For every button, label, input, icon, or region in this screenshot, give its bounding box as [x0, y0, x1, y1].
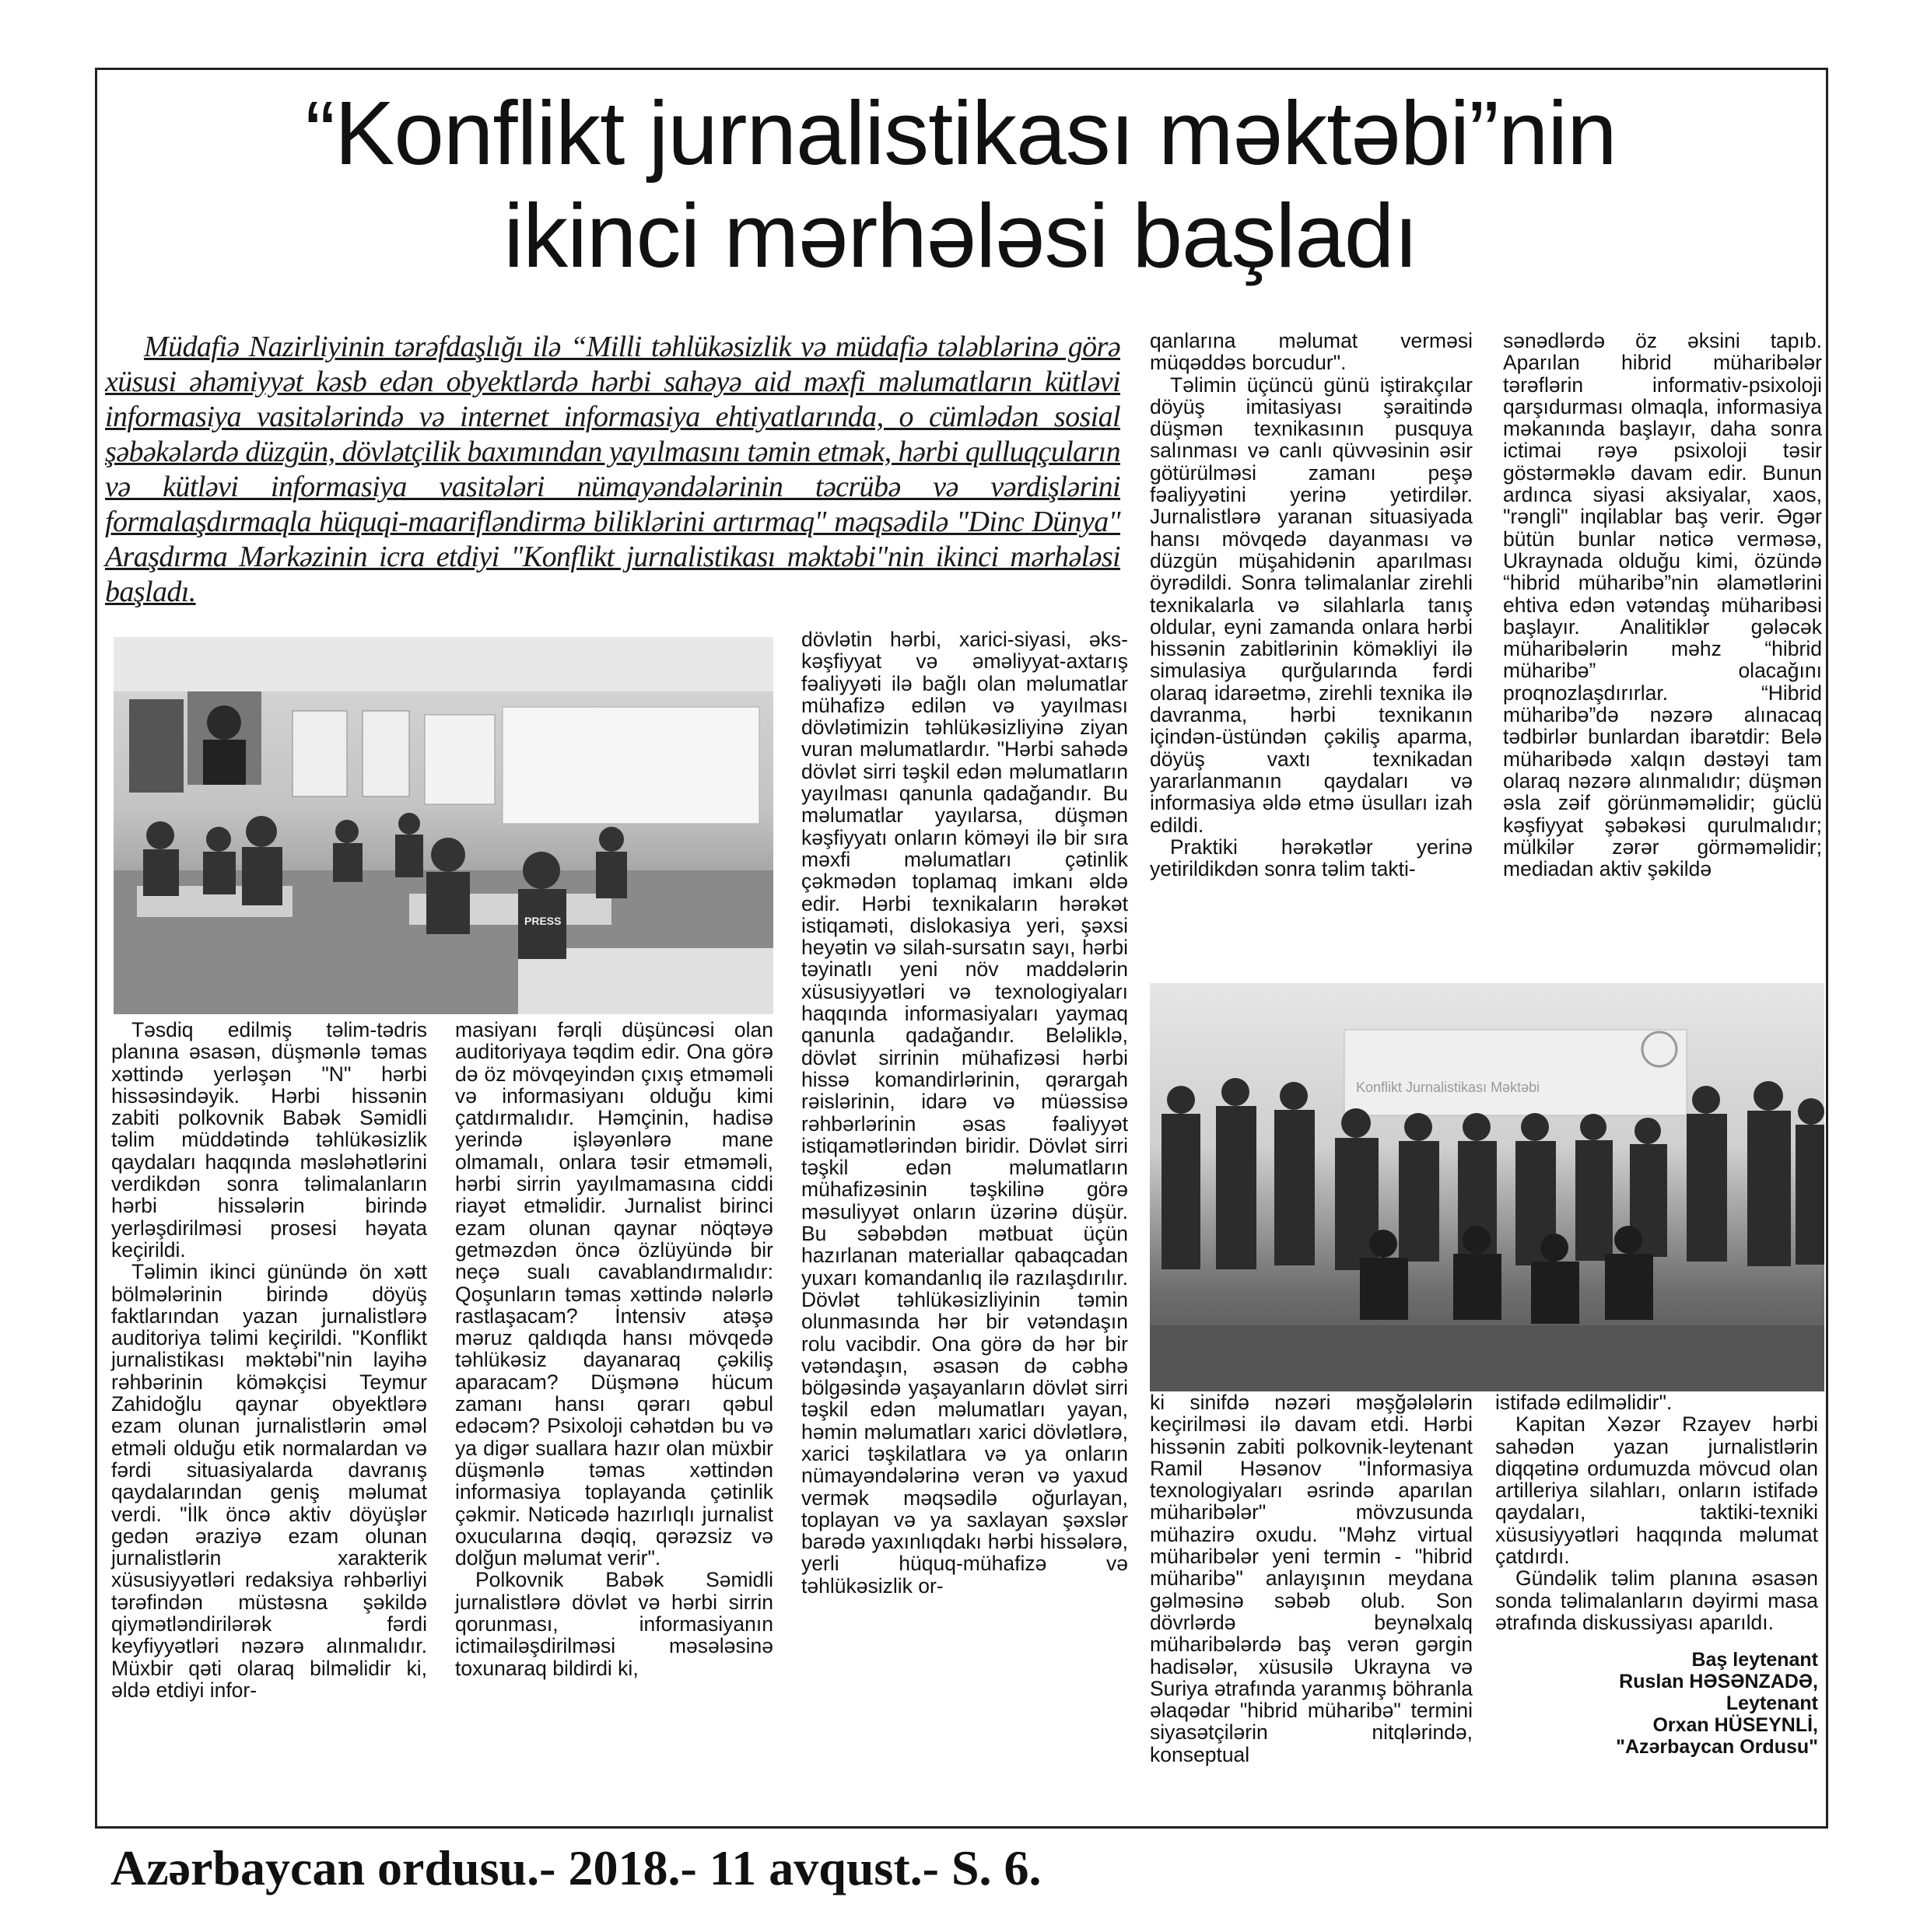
author-2-name: Orxan HÜSEYNLİ, [1652, 1714, 1818, 1737]
column-3-top [1150, 330, 1473, 880]
paragraph: Təlimin üçüncü günü iştirakçılar döyüş imitasiyası şəraitində düşmən texnikasının pusquya salınması və canlı qüvvəsinin əsir götürülməsi zamanı peşə fəaliyyətini yerinə yetirdilər. Jurnalistlərə yaranan situasiyada hansı mövqedə dayanması və düzgün müşahidənin aparılması öyrədildi. Sonra təlimalanlar zirehli texnikalarla və silahlarla tanış oldular, eyni zamanda onlara hərbi hissənin zabitlərinin köməkliyi ilə simulasiya qurğularında fərdi olaraq idarəetmə, zirehli texnika ilə davranma, hərbi texnikanın içindən-üstündən çəkiliş aparma, döyüş vaxtı texnikadan yararlanmanın qaydaları və informasiya əldə etmə üsulları izah edildi. [1150, 373, 1473, 837]
paragraph: Polkovnik Babək Səmidli jurnalistlərə dövlət və hərbi sirrin qorunması, informasiyanın ictimailəşdirilməsi məsələsinə toxunaraq bildirdi ki, [455, 1568, 773, 1680]
author-2-rank: Leytenant [1726, 1692, 1818, 1715]
author-1-name: Ruslan HƏSƏNZADƏ, [1619, 1671, 1818, 1693]
source-citation: Azərbaycan ordusu.- 2018.- 11 avqust.- S. 6. [110, 1840, 1042, 1895]
paragraph: Təlimin ikinci günündə ön xətt bölmələrinin birində döyüş faktlarından yazan jurnalistlərə auditoriya təlimi keçirildi. "Konflikt jurnalistikası məktəbi"nin layihə rəhbərinin köməkçisi Teymur Zahidoğlu qaynar obyektlərə ezam olunan jurnalistlərin əməl etməli olduğu etik normalardan və fərdi situasiyalarda davranış qaydalarından geniş məlumat verdi. "İlk öncə aktiv döyüşlər gedən əraziyə ezam olunan jurnalistlərin xarakterik xüsusiyyətləri redaksiya rəhbərliyi tərəfindən müstəsna şəkildə qiymətləndirilərək fərdi keyfiyyətləri nəzərə alınmalıdır. Müxbir qəti olaraq bilməlidir ki, əldə etdiyi infor- [111, 1260, 427, 1702]
publication-name: "Azərbaycan Ordusu" [1616, 1736, 1818, 1759]
article-lead: Müdafiə Nazirliyinin tərəfdaşlığı ilə “Milli təhlükəsizlik və müdafiə tələblərinə görə xüsusi əhəmiyyət kəsb edən obyektlərdə hərbi sahəyə aid məxfi məlumatların kütləvi informasiya vasitələrində və internet informasiya ehtiyatlarında, o cümlədən sosial şəbəkələrdə düzgün, dövlətçilik baxımından yayılmasını təmin etmək, hərbi qulluqçuların və kütləvi informasiya vasitələri nümayəndələrinin təcrübə və vərdişlərini formalaşdırmaqla hüquqi-maarifləndirmə biliklərini artırmaq" məqsədilə "Dinc Dünya" Araşdırma Mərkəzinin icra etdiyi "Konflikt jurnalistikası məktəbi"nin ikinci mərhələsi başladı. [105, 331, 1120, 608]
photo-group [1150, 983, 1824, 1391]
headline-line-2: ikinci mərhələsi başladı [503, 185, 1418, 286]
photo-classroom [114, 637, 773, 1014]
paragraph: Kapitan Xəzər Rzayev hərbi sahədən yazan jurnalistlərin diqqətinə ordumuzda mövcud olan artilleriya silahları, onların istifadə qaydaları, taktiki-texniki xüsusiyyətləri haqqında məlumat çatdırdı. [1495, 1412, 1818, 1569]
paragraph: istifadə edilməlidir". [1495, 1391, 1673, 1414]
paragraph: dövlətin hərbi, xarici-siyasi, əks-kəşfiyyat və əməliyyat-axtarış fəaliyyəti ilə bağlı olan məlumatlar mühafizə edilən və yayılması dövlətimizin təhlükəsizliyinə ziyan vuran məlumatlardır. "Hərbi sahədə dövlət sirri təşkil edən məlumatların yayılması qanunla qadağandır. Bu məlumatlar yayılarsa, düşmən kəşfiyyatı onların köməyi ilə bir sıra məxfi məlumatları çətinlik çəkmədən toplamaq imkanı əldə edir. Hərbi texnikaların hərəkət istiqaməti, dislokasiya yeri, şəxsi heyətin və silah-sursatın sayı, hərbi təyinatlı yeni növ maddələrin xüsusiyyətləri və texnologiyaları haqqında informasiyaları yaymaq qanunla qadağandır. Beləliklə, dövlət sirrinin mühafizəsi hərbi hissə komandirlərinin, qərargah rəislərinin, idarə və müəssisə rəhbərlərinin əsas fəaliyyət istiqamətlərindən biridir. Dövlət sirri təşkil edən məlumatların mühafizəsinin təşkilinə görə məsuliyyət onların üzərinə düşür. Bu səbəbdən mətbuat üçün hazırlanan materiallar qabaqcadan yuxarı komandanlıq ilə razılaşdırılır. Dövlət təhlükəsizliyinin təmin olunmasında hər bir vətəndaşın rolu vacibdir. Ona görə də hər bir vətəndaşın, əsasən də cəbhə bölgəsində yaşayanların dövlət sirri təşkil edən məlumatları yayan, həmin məlumatları xarici dövlətlərə, xarici təşkilatlara və ya onların nümayəndələrinə verən və yaxud vermək məqsədilə oğurlayan, toplayan və ya saxlayan şəxslər barədə yaxınlıqdakı hərbi hissələrə, yerli hüquq-mühafizə və təhlükəsizlik or- [801, 628, 1128, 1598]
column-4-top [1503, 330, 1822, 880]
column-4-bottom [1495, 1391, 1818, 1758]
paragraph: qanlarına məlumat verməsi müqəddəs borcudur". [1150, 329, 1473, 375]
author-1-rank: Baş leytenant [1691, 1649, 1818, 1671]
paragraph: sənədlərdə öz əksini tapıb. Aparılan hibrid müharibələr tərəflərin informativ-psixoloji qarşıdurması olmaqla, informasiya məkanında başlayır, daha sonra ictimai rəyə psixoloji təsir göstərməklə davam edir. Bunun ardınca siyasi aksiyalar, xaos, "rəngli" inqilablar baş verir. Əgər bütün bunlar nəticə verməsə, Ukraynada olduğu kimi, özündə “hibrid müharibə”nin əlamətlərini ehtiva edən vətəndaş müharibəsi başlayır. Analitiklər gələcək müharibələrin məhz “hibrid müharibə” olacağını proqnozlaşdırırlar. “Hibrid müharibə”də nəzərə alınacaq tədbirlər bunlardan ibarətdir: Belə müharibədə xalqın dəstəyi tam olaraq nəzərə alınmalıdır; düşmən əsla zəif görünməməlidir; güclü kəşfiyyat şəbəkəsi qurulmalıdır; mülkilər zərər görməməlidir; mediadan aktiv şəkildə [1503, 329, 1822, 881]
press-vest-label: PRESS [524, 915, 562, 927]
column-3-bottom [1150, 1391, 1473, 1766]
photo-banner-text: Konflikt Jurnalistikası Məktəbi [1356, 1080, 1540, 1095]
headline-line-1: “Konflikt jurnalistikası məktəbi”nin [305, 82, 1617, 184]
column-2 [455, 1019, 773, 1679]
author-signature [1495, 1649, 1818, 1758]
classroom-scene-image [114, 637, 773, 1014]
paragraph: Praktiki hərəkətlər yerinə yetirildikdən sonra təlim takti- [1150, 835, 1473, 881]
paragraph: ki sinifdə nəzəri məşğələlərin keçirilməsi ilə davam etdi. Hərbi hissənin zabiti polkovnik-leytenant Ramil Həsənov "İnformasiya texnologiyaları əsrində aparılan müharibələr" mövzusunda mühazirə oxudu. "Məhz virtual müharibələr yeni termin - "hibrid müharibə" anlayışının meydana gəlməsinə səbəb olub. Son dövrlərdə beynəlxalq müharibələrdə baş verən gərgin hadisələr, xüsusilə Ukrayna və Suriya ətrafında yaranmış böhranla əlaqədar "hibrid müharibə" termini siyasətçilərin nitqlərində, konseptual [1150, 1391, 1473, 1766]
column-middle [801, 628, 1128, 1597]
paragraph: Təsdiq edilmiş təlim-tədris planına əsasən, düşmənlə təmas xəttində yerləşən "N" hərbi hissəsindəyik. Hərbi hissənin zabiti polkovnik Babək Səmidli təlim müddətində təhlükəsizlik qaydaları haqqında məsləhətlərini verdikdən sonra təlimalanların hərbi hissələrin birində yerləşdirilməsi prosesi həyata keçirildi. [111, 1018, 427, 1262]
column-1 [111, 1019, 427, 1701]
headline [101, 82, 1820, 287]
paragraph: Gündəlik təlim planına əsasən sonda təlimalanların dəyirmi masa ətrafında diskussiyası aparıldı. [1495, 1566, 1818, 1634]
group-photo-image [1150, 983, 1824, 1391]
paragraph: masiyanı fərqli düşüncəsi olan auditoriyaya təqdim edir. Ona görə də öz mövqeyindən çıxış etməməli və informasiyanı olduğu kimi çatdırmalıdır. Həmçinin, hadisə yerində işləyənlərə mane olmamalı, onlara təsir etməməli, hərbi sirrin yayılmamasına ciddi riayət etməlidir. Jurnalist birinci ezam olunan qaynar nöqtəyə getməzdən öncə özlüyündə bir neçə sualı cavablandırmalıdır: Qoşunların təmas xəttində nələrlə rastlaşacam? İntensiv atəşə məruz qaldıqda hansı mövqedə təhlükəsiz dayanaraq çəkiliş aparacam? Düşmənə hücum zamanı hansı qərarı qəbul edəcəm? Psixoloji cəhətdən bu və ya digər suallara hazır olan müxbir düşmənlə təmas xəttindən informasiya toplayanda çətinlik çəkmir. Nəticədə hazırlıqlı jurnalist oxucularına dəqiq, qərəzsiz və dolğun məlumat verir". [455, 1018, 773, 1570]
